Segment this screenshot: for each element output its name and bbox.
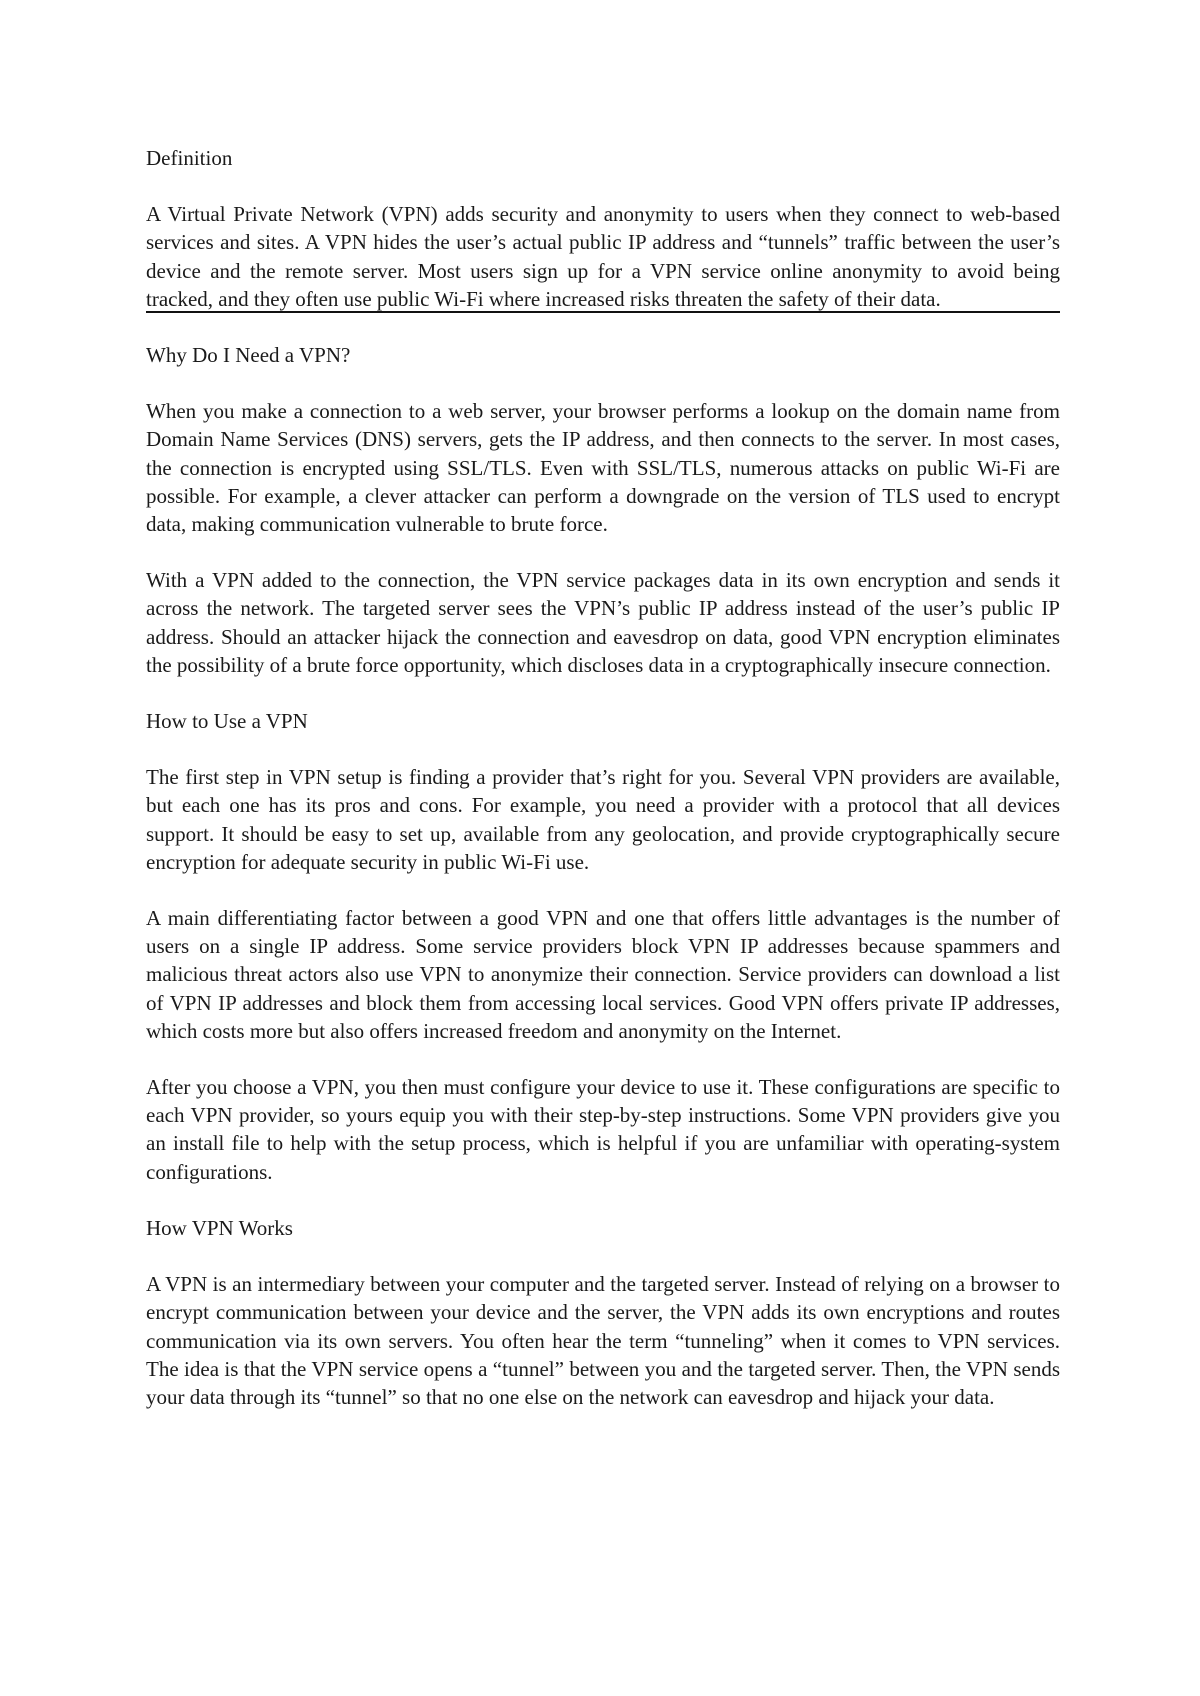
paragraph-how-to-use-3: After you choose a VPN, you then must configure your device to use it. These configurations are specific to each VPN provider, so yours equip you with their step-by-step instructions. Some VPN providers give you an install file to help with the setup process, which is helpful if you are unfamiliar with operating-system configurations. [146, 1075, 1060, 1184]
section-heading-why-need-vpn: Why Do I Need a VPN? [146, 343, 351, 368]
paragraph-how-to-use-2: A main differentiating factor between a good VPN and one that offers little advantages is the number of users on a single IP address. Some service providers block VPN IP addresses because spammers and malicious threat actors also use VPN to anonymize their connection. Service providers can download a list of VPN IP addresses and block them from accessing local services. Good VPN offers private IP addresses, which costs more but also offers increased freedom and anonymity on the Internet. [146, 906, 1060, 1043]
spacer [146, 1242, 1060, 1270]
paragraph-why-need-vpn-1: When you make a connection to a web server, your browser performs a lookup on the domain name from Domain Name Services (DNS) servers, gets the IP address, and then connects to the server. In most cases, the connection is encrypted using SSL/TLS. Even with SSL/TLS, numerous attacks on public Wi-Fi are possible. For example, a clever attacker can perform a downgrade on the version of TLS used to encrypt data, making communication vulnerable to brute force. [146, 399, 1060, 537]
spacer [146, 876, 1060, 904]
paragraph-how-to-use-1: The first step in VPN setup is finding a provider that’s right for you. Several VPN providers are available, but each one has its pros and cons. For example, you need a provider with a protocol that all devices support. It should be easy to set up, available from any geolocation, and provide cryptographically secure encryption for adequate security in public Wi-Fi use. [146, 765, 1060, 874]
spacer [146, 1186, 1060, 1214]
paragraph-how-vpn-works: A VPN is an intermediary between your computer and the targeted server. Instead of relying on a browser to encrypt communication between your device and the server, the VPN adds its own encryptions and routes communication via its own servers. You often hear the term “tunneling” when it comes to VPN services. The idea is that the VPN service opens a “tunnel” between you and the targeted server. Then, the VPN sends your data through its “tunnel” so that no one else on the network can eavesdrop and hijack your data. [146, 1272, 1060, 1409]
section-heading-definition: Definition [146, 146, 233, 170]
spacer [146, 313, 1060, 341]
paragraph-definition: A Virtual Private Network (VPN) adds security and anonymity to users when they connect to web-based services and sites. A VPN hides the user’s actual public IP address and “tunnels” traffic between the user’s device and the remote server. Most users sign up for a VPN service online anonymity to avoid being tracked, and they often use public Wi-Fi where increased risks threaten the safety of their data. [146, 202, 1060, 311]
paragraph-why-need-vpn-2: With a VPN added to the connection, the VPN service packages data in its own encryption and sends it across the network. The targeted server sees the VPN’s public IP address instead of the user’s public IP address. Should an attacker hijack the connection and eavesdrop on data, good VPN encryption eliminates the possibility of a brute force opportunity, which discloses data in a cryptographically insecure connection. [146, 568, 1060, 677]
section-heading-how-vpn-works: How VPN Works [146, 1215, 293, 1240]
spacer [146, 369, 1060, 397]
document-body [146, 144, 1060, 1411]
spacer [146, 679, 1060, 707]
spacer [146, 172, 1060, 200]
spacer [146, 538, 1060, 566]
spacer [146, 735, 1060, 763]
section-heading-how-to-use: How to Use a VPN [146, 709, 308, 734]
spacer [146, 1045, 1060, 1073]
